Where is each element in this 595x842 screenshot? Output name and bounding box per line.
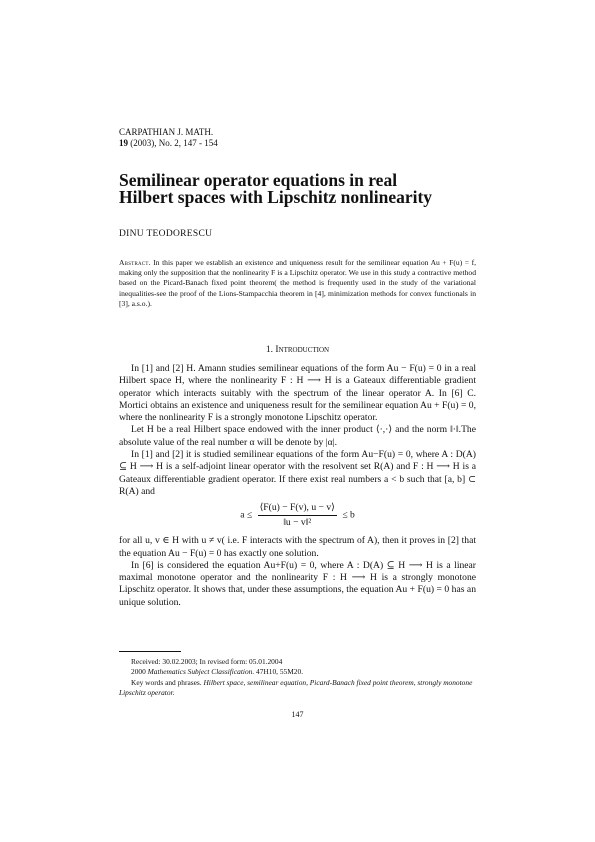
- formula-fraction: [258, 502, 337, 529]
- paper-title: [119, 172, 489, 206]
- received-note: Received: 30.02.2003; In revised form: 05.01.2004: [131, 657, 283, 666]
- footnotes: [119, 657, 476, 699]
- keywords-label: Key words and phrases.: [131, 677, 202, 687]
- abstract-text: In this paper we establish an existence and uniqueness result for the semilinear equation Au + F(u) = f, making only the supposition that the nonlinearity F is a Lipschitz operator. We use in this study a contractive method based on the Picard-Banach fixed point theorem( the method is frequently used in the study of the variational inequalities-see the proof of the Lions-Stampacchia theorem in [4], minimization methods for convex functionals in [3], a.s.o.).: [119, 258, 476, 308]
- page-number: 147: [291, 710, 304, 719]
- paragraph-4: for all u, v ∈ H with u ≠ v( i.e. F interacts with the spectrum of A), then it proves in [2] that the equation Au − F(u) = 0 has exactly one solution.: [119, 535, 476, 559]
- msc-label: Mathematics Subject Classification.: [147, 667, 255, 677]
- title-line-2: Hilbert spaces with Lipschitz nonlinearity: [119, 187, 433, 207]
- volume-number: 19: [119, 138, 128, 148]
- msc-note: [119, 667, 476, 677]
- section-heading: [119, 345, 476, 355]
- title-line-1: Semilinear operator equations in real: [119, 170, 398, 190]
- abstract: [119, 258, 476, 309]
- paragraph-1: In [1] and [2] H. Amann studies semilinear equations of the form Au − F(u) = 0 in a real Hilbert space H, where the nonlinearity F : H ⟶ H is a Gateaux differentiable gradient operator which interacts suitably with the spectrum of the linear operator A. In [6] C. Mortici obtains an existence and uniqueness result for the semilinear equation Au + F(u) = 0, where the nonlinearity F is a strongly monotone Lipschitz operator.: [119, 363, 476, 424]
- section-number: 1.: [265, 345, 274, 355]
- section-title: Introduction: [275, 345, 330, 355]
- msc-codes: 47H10, 55M20.: [254, 667, 304, 677]
- paragraph-5: In [6] is considered the equation Au+F(u) = 0, where A : D(A) ⊆ H ⟶ H is a linear maximal monotone operator and the nonlinearity F : H ⟶ H is a strongly monotone Lipschitz operator. It shows that, under these assumptions, the equation Au + F(u) = 0 has an unique solution.: [119, 559, 476, 608]
- keywords-text: Hilbert space, semilinear equation, Picard-Banach fixed point theorem, strongly monotone Lipschitz operator.: [119, 677, 473, 698]
- formula-denominator: ‖u − v‖²: [283, 517, 312, 529]
- journal-header: [119, 127, 218, 149]
- footnote-rule: [119, 651, 181, 652]
- journal-name: CARPATHIAN J. MATH.: [119, 127, 214, 137]
- body-text: [119, 363, 476, 609]
- author-name: DINU TEODORESCU: [119, 229, 213, 239]
- paragraph-2: Let H be a real Hilbert space endowed with the inner product ⟨·,·⟩ and the norm ‖·‖.The absolute value of the real number α will be denote by |α|.: [119, 424, 476, 448]
- msc-prefix: 2000: [131, 667, 148, 677]
- keywords-note: [119, 678, 476, 699]
- issue-info: (2003), No. 2, 147 - 154: [128, 138, 218, 148]
- paragraph-3: In [1] and [2] it is studied semilinear equations of the form Au−F(u) = 0, where A : D(A) ⊆ H ⟶ H is a self-adjoint linear operator with the resolvent set R(A) and F : H ⟶ H is a Gateaux differentiable gradient operator. If there exist real numbers a < b such that [a, b] ⊂ R(A) and: [119, 449, 476, 497]
- formula-right: ≤ b: [342, 509, 355, 521]
- display-formula: [119, 502, 476, 529]
- formula-numerator: ⟨F(u) − F(v), u − v⟩: [258, 502, 337, 516]
- volume-info: [119, 138, 218, 149]
- formula-left: a ≤: [240, 509, 253, 521]
- abstract-label: Abstract.: [119, 258, 151, 267]
